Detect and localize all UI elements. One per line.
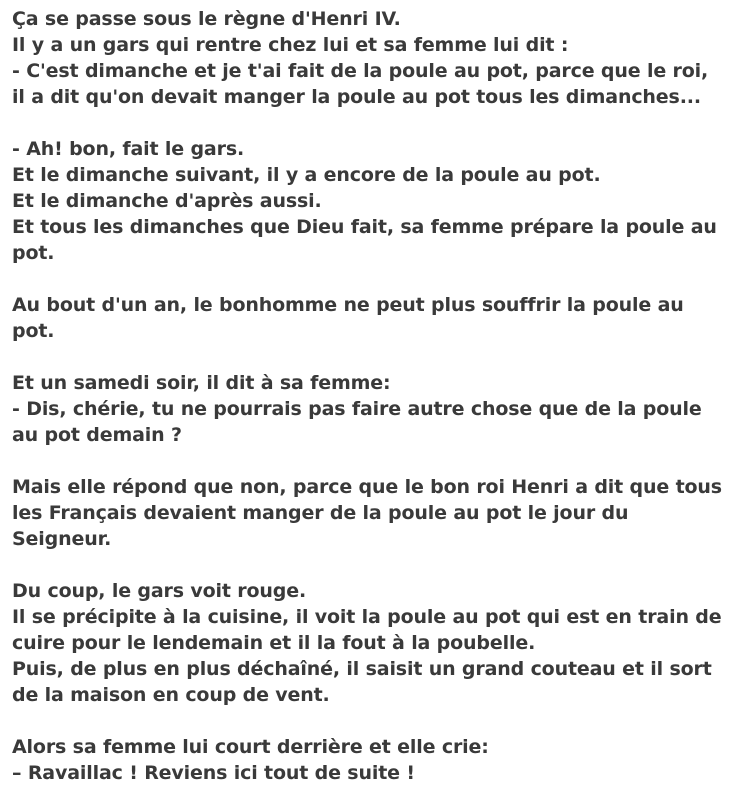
text-line: il a dit qu'on devait manger la poule au pot tous les dimanches... (12, 86, 701, 108)
paragraph-4 (12, 370, 737, 448)
text-line: Et le dimanche suivant, il y a encore de la poule au pot. (12, 164, 601, 186)
joke-text (12, 6, 737, 786)
text-line: Du coup, le gars voit rouge. (12, 580, 307, 602)
paragraph-gap (12, 708, 737, 734)
text-line: - C'est dimanche et je t'ai fait de la poule au pot, parce que le roi, (12, 60, 709, 82)
text-line: Et un samedi soir, il dit à sa femme: (12, 372, 391, 394)
text-line: pot. (12, 242, 55, 264)
text-line: au pot demain ? (12, 424, 182, 446)
paragraph-5 (12, 474, 737, 552)
paragraph-6 (12, 578, 737, 708)
paragraph-2 (12, 136, 737, 266)
text-line: Puis, de plus en plus déchaîné, il saisit un grand couteau et il sort (12, 658, 712, 680)
paragraph-gap (12, 266, 737, 292)
text-line: - Ah! bon, fait le gars. (12, 138, 245, 160)
paragraph-gap (12, 110, 737, 136)
text-line: Il se précipite à la cuisine, il voit la poule au pot qui est en train de (12, 606, 722, 628)
text-line: Et tous les dimanches que Dieu fait, sa femme prépare la poule au (12, 216, 717, 238)
text-line: de la maison en coup de vent. (12, 684, 330, 706)
text-line: Mais elle répond que non, parce que le bon roi Henri a dit que tous (12, 476, 722, 498)
text-line: Ça se passe sous le règne d'Henri IV. (12, 8, 401, 30)
text-line: Alors sa femme lui court derrière et elle crie: (12, 736, 489, 758)
paragraph-gap (12, 448, 737, 474)
text-line: Il y a un gars qui rentre chez lui et sa femme lui dit : (12, 34, 569, 56)
text-line: les Français devaient manger de la poule au pot le jour du (12, 502, 629, 524)
text-line: Au bout d'un an, le bonhomme ne peut plus souffrir la poule au (12, 294, 684, 316)
paragraph-7 (12, 734, 737, 786)
paragraph-3 (12, 292, 737, 344)
paragraph-gap (12, 344, 737, 370)
text-line: pot. (12, 320, 55, 342)
paragraph-gap (12, 552, 737, 578)
text-line: - Dis, chérie, tu ne pourrais pas faire autre chose que de la poule (12, 398, 702, 420)
text-line: Et le dimanche d'après aussi. (12, 190, 322, 212)
text-line: cuire pour le lendemain et il la fout à la poubelle. (12, 632, 536, 654)
text-line: Seigneur. (12, 528, 112, 550)
text-line: – Ravaillac ! Reviens ici tout de suite ! (12, 762, 415, 784)
paragraph-1 (12, 6, 737, 110)
